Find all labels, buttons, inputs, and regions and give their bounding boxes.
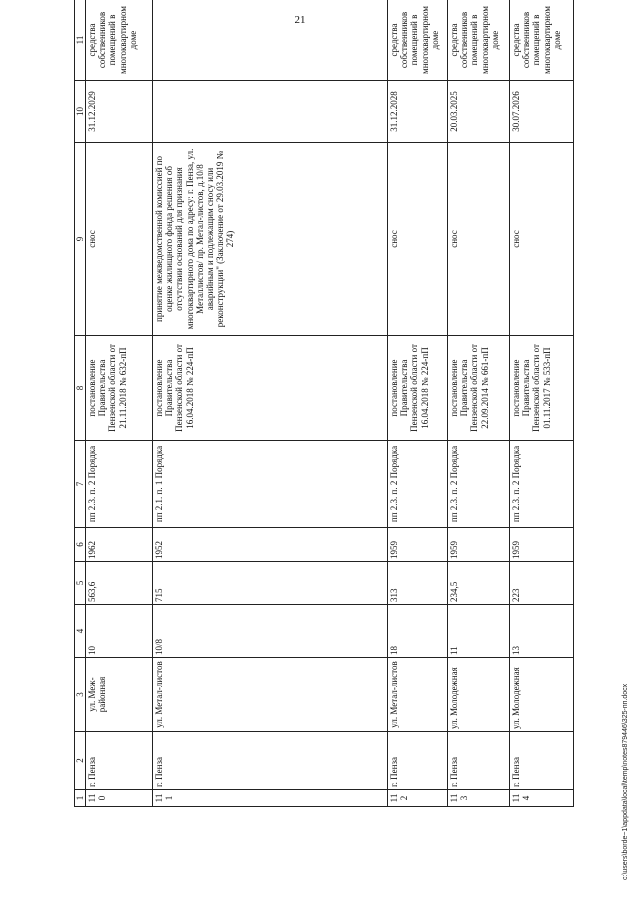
column-number: 9: [75, 143, 86, 336]
area-cell: 234,5: [448, 562, 510, 605]
decree-cell: постановление Правительства Пензенской области от 16.04.2018 № 224-пП: [388, 336, 448, 441]
deadline-cell: 30.07.2026: [510, 81, 574, 143]
table-wrapper: [74, 0, 588, 807]
measure-cell: снос: [510, 143, 574, 336]
year-cell: 1959: [388, 528, 448, 562]
funding-source-cell: средства собственников помещений в многоквартирном доме: [448, 0, 510, 81]
column-number-row: [75, 0, 86, 807]
clause-cell: пп 2.3. п. 2 Порядка: [448, 441, 510, 528]
year-cell: 1959: [448, 528, 510, 562]
area-cell: 313: [388, 562, 448, 605]
house-cell: 11: [448, 605, 510, 658]
area-cell: 563,6: [86, 562, 153, 605]
deadline-cell: 31.12.2029: [86, 81, 153, 143]
column-number: 5: [75, 562, 86, 605]
funding-source-cell: средства собственников помещений в многоквартирном доме: [388, 0, 448, 81]
column-number: 6: [75, 528, 86, 562]
row-number: 111: [153, 790, 388, 807]
city-cell: г. Пенза: [388, 732, 448, 790]
area-cell: 715: [153, 562, 388, 605]
decree-cell: постановление Правительства Пензенской области от 16.04.2018 № 224-пП: [153, 336, 388, 441]
row-number: 113: [448, 790, 510, 807]
table-row: [388, 0, 448, 807]
deadline-cell: [153, 81, 388, 143]
clause-cell: пп 2.3. п. 2 Порядка: [388, 441, 448, 528]
column-number: 2: [75, 732, 86, 790]
street-cell: ул. Молодежная: [448, 658, 510, 732]
house-cell: 10/8: [153, 605, 388, 658]
street-cell: ул. Меж-районная: [86, 658, 153, 732]
funding-source-cell: средства собственников помещений в многоквартирном доме: [86, 0, 153, 81]
column-number: 7: [75, 441, 86, 528]
street-cell: ул. Метал-листов: [388, 658, 448, 732]
house-cell: 10: [86, 605, 153, 658]
measure-cell: снос: [448, 143, 510, 336]
deadline-cell: 31.12.2028: [388, 81, 448, 143]
page-number: 21: [294, 14, 306, 26]
funding-source-cell: средства собственников помещений в многоквартирном доме: [510, 0, 574, 81]
table-row: [448, 0, 510, 807]
measure-cell: принятие межведомственной комиссией по оценке жилищного фонда решения об отсутствии оснований для признания многоквартирного дома по адресу: г. Пенза, ул. Металлистов/ пр. Метал-листов, д.10/8 аварийным и подлежащим сносу или реконструкции" (Заключение от 29.03.2019 № 274): [153, 143, 388, 336]
row-number: 112: [388, 790, 448, 807]
area-cell: 223: [510, 562, 574, 605]
row-number: 110: [86, 790, 153, 807]
city-cell: г. Пенза: [448, 732, 510, 790]
funding-source-cell: [153, 0, 388, 81]
decree-cell: постановление Правительства Пензенской области от 22.09.2014 № 661-пП: [448, 336, 510, 441]
decree-cell: постановление Правительства Пензенской области от 21.11.2018 № 632-пП: [86, 336, 153, 441]
clause-cell: пп 2.1. п. 1 Порядка: [153, 441, 388, 528]
table-row: [153, 0, 388, 807]
city-cell: г. Пенза: [86, 732, 153, 790]
column-number: 8: [75, 336, 86, 441]
city-cell: г. Пенза: [153, 732, 388, 790]
house-cell: 18: [388, 605, 448, 658]
deadline-cell: 20.03.2025: [448, 81, 510, 143]
column-number: 4: [75, 605, 86, 658]
year-cell: 1952: [153, 528, 388, 562]
year-cell: 1959: [510, 528, 574, 562]
register-table: [74, 0, 574, 807]
year-cell: 1962: [86, 528, 153, 562]
house-cell: 13: [510, 605, 574, 658]
street-cell: ул. Молодежная: [510, 658, 574, 732]
column-number: 11: [75, 0, 86, 81]
column-number: 10: [75, 81, 86, 143]
clause-cell: пп 2.3. п. 2 Порядка: [510, 441, 574, 528]
city-cell: г. Пенза: [510, 732, 574, 790]
row-number: 114: [510, 790, 574, 807]
clause-cell: пп 2.3. п. 2 Порядка: [86, 441, 153, 528]
measure-cell: снос: [86, 143, 153, 336]
column-number: 1: [75, 790, 86, 807]
decree-cell: постановление Правительства Пензенской области от 01.11.2017 № 533-пП: [510, 336, 574, 441]
measure-cell: снос: [388, 143, 448, 336]
column-number: 3: [75, 658, 86, 732]
footer-file-path: c:\users\borde~1\appdata\local\temp\notes879446\325-пп.docx: [622, 683, 629, 880]
street-cell: ул. Метал-листов: [153, 658, 388, 732]
table-row: [510, 0, 574, 807]
table-row: [86, 0, 153, 807]
